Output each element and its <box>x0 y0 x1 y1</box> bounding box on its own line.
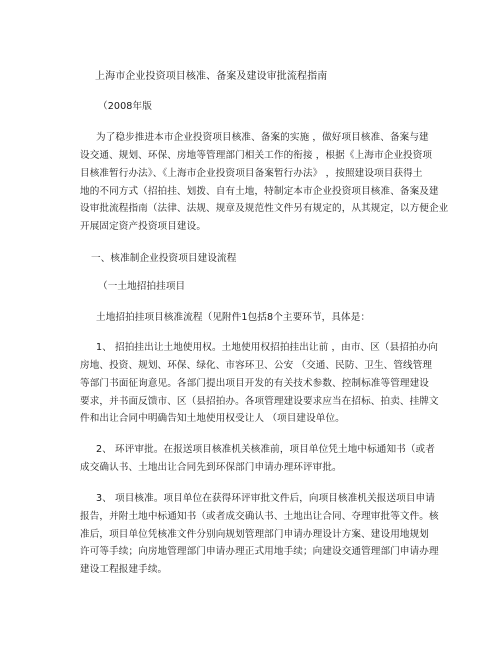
document-edition: （2008年版 <box>98 101 152 112</box>
step2-line-1: 2、 环评审批。在报送项目核准机关核准前，项目单位凭土地中标通知书（或者 <box>96 444 435 455</box>
step1-line-3: 等部门书面征询意见。各部门提出项目开发的有关技术参数、控制标准等管理建设 <box>80 378 429 389</box>
flow-intro: 土地招拍挂项目核准流程（见附件1包括8个主要环节，具体是： <box>96 312 371 323</box>
intro-line-4: 地的不同方式（招拍挂、划拨、自有土地，特制定本市企业投资项目核准、备案及建 <box>80 186 439 197</box>
document-title: 上海市企业投资项目核准、备案及建设审批流程指南 <box>95 71 328 82</box>
step3-line-5: 建设工程报建手续。 <box>80 564 168 575</box>
step3-line-1: 3、 项目核准。项目单位在获得环评审批文件后，向项目核准机关报送项目申请 <box>96 493 435 504</box>
intro-line-3: 目核准暂行办法》、《上海市企业投资项目备案暂行办法》 ，按照建设项目获得土 <box>80 168 423 179</box>
step2-line-2: 成交确认书、土地出让合同先到环保部门申请办理环评审批。 <box>80 462 342 473</box>
section-heading-1: 一、核准制企业投资项目建设流程 <box>91 253 237 264</box>
step1-line-2: 房地、投资、规划、环保、绿化、市容环卫、公安 （交通、民防、卫生、管线管理 <box>80 360 433 371</box>
intro-line-5: 设审批流程指南（法律、法规、规章及规范性文件另有规定的，从其规定，以方便企业 <box>80 203 449 214</box>
step1-line-4: 要求，并书面反馈市、区（县招拍办。各项管理建设要求应当在招标、拍卖、挂牌文 <box>80 396 439 407</box>
step3-line-3: 准后，项目单位凭核准文件分别向规划管理部门申请办理设计方案、建设用地规划 <box>80 529 429 540</box>
step3-line-4: 许可等手续；向房地管理部门申请办理正式用地手续；向建设交通管理部门申请办理 <box>80 546 439 557</box>
intro-line-6: 开展固定资产投资项目建设。 <box>80 221 207 232</box>
step3-line-2: 报告，并附土地中标通知书（或者成交确认书、土地出让合同、夺理审批等文件。核 <box>80 511 439 522</box>
step1-line-1: 1、 招拍挂出让土地使用权。土地使用权招拍挂出让前 ，由市、区（县招拍办向 <box>96 342 439 353</box>
step1-line-5: 件和出让合同中明确告知土地使用权受让人 （项目建设单位。 <box>80 413 345 424</box>
intro-line-2: 设交通、规划、环保、房地等管理部门相关工作的衔接 ，根据《上海市企业投资项 <box>80 150 433 161</box>
intro-line-1: 为了稳步推进本市企业投资项目核准、备案的实施 ，做好项目核准、备案与建 <box>96 132 429 143</box>
subsection-heading-1: （一土地招拍挂项目 <box>98 281 186 292</box>
